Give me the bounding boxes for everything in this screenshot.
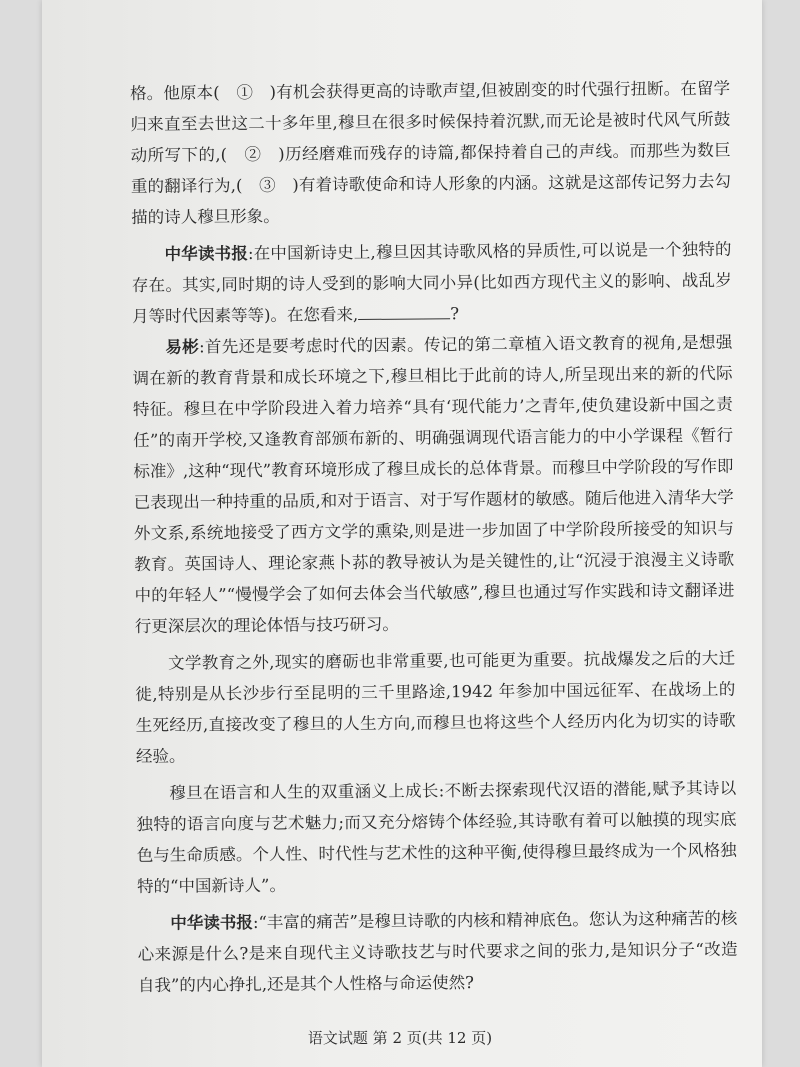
- question-mark: ?: [450, 304, 460, 324]
- paragraph-3: [132, 327, 735, 642]
- page-footer: 语文试题 第 2 页(共 12 页): [307, 1029, 493, 1047]
- paragraph-5: [136, 773, 737, 902]
- paragraph-1: [130, 73, 731, 233]
- paragraph-6: [137, 903, 738, 1001]
- paragraph-4: [135, 643, 736, 772]
- paragraph-text: :在中国新诗史上,穆旦因其诗歌风格的异质性,可以说是一个独特的存在。其实,同时期的诗人受到的影响大同小异(比如西方现代主义的影响、战乱岁月等时代因素等等)。在您看来,: [131, 239, 732, 326]
- answer-blank[interactable]: [358, 300, 450, 320]
- paragraph-text: :首先还是要考虑时代的因素。传记的第二章植入语文教育的视角,是想强调在新的教育背景和成长环境之下,穆旦相比于此前的诗人,所呈现出来的新的代际特征。穆旦在中学阶段进入着力培养“具有‘现代能力’之青年,使负建设新中国之责任”的南开学校,又逢教育部颁布新的、明确强调现代语言能力的中小学课程《暂行标准》,这种“现代”教育环境形成了穆旦成长的总体背景。而穆旦中学阶段的写作即已表现出一种持重的品质,和对于语言、对于写作题材的敏感。随后他进入清华大学外文系,系统地接受了西方文学的熏染,则是进一步加固了中学阶段所接受的知识与教育。英国诗人、理论家燕卜荪的教导被认为是关键性的,让“沉浸于浪漫主义诗歌中的年轻人”“慢慢学会了如何去体会当代敏感”,穆旦也通过写作实践和诗文翻译进行更深层次的理论体悟与技巧研习。: [132, 332, 735, 636]
- exam-text: [130, 73, 738, 1001]
- paragraph-text: :“丰富的痛苦”是穆旦诗歌的内核和精神底色。您认为这种痛苦的核心来源是什么?是来自现代主义诗歌技艺与时代要求之间的张力,是知识分子“改造自我”的内心挣扎,还是其个人性格与命运使然?: [137, 908, 738, 995]
- speaker-label: 中华读书报: [170, 912, 253, 933]
- speaker-label: 中华读书报: [164, 243, 249, 264]
- paragraph-text: 穆旦在语言和人生的双重涵义上成长:不断去探索现代汉语的潜能,赋予其诗以独特的语言向度与艺术魅力;而又充分熔铸个体经验,其诗歌有着可以触摸的现实底色与生命质感。个人性、时代性与艺术性的这种平衡,使得穆旦最终成为一个风格独特的“中国新诗人”。: [136, 778, 737, 896]
- speaker-label: 易彬: [165, 337, 200, 357]
- paragraph-text: 文学教育之外,现实的磨砺也非常重要,也可能更为重要。抗战爆发之后的大迁徙,特别是从长沙步行至昆明的三千里路途,1942 年参加中国远征军、在战场上的生死经历,直接改变了穆旦的人生方向,而穆旦也将这些个人经历内化为切实的诗歌经验。: [135, 648, 736, 766]
- paragraph-2: [131, 234, 732, 332]
- paragraph-text: 格。他原本( ① )有机会获得更高的诗歌声望,但被剧变的时代强行扭断。在留学归来直至去世这二十多年里,穆旦在很多时候保持着沉默,而无论是被时代风气所鼓动所写下的,( ② )历经磨难而残存的诗篇,都保持着自己的声线。而那些为数巨重的翻译行为,( ③ )有着诗歌使命和诗人形象的内涵。这就是这部传记努力去勾描的诗人穆旦形象。: [130, 78, 732, 227]
